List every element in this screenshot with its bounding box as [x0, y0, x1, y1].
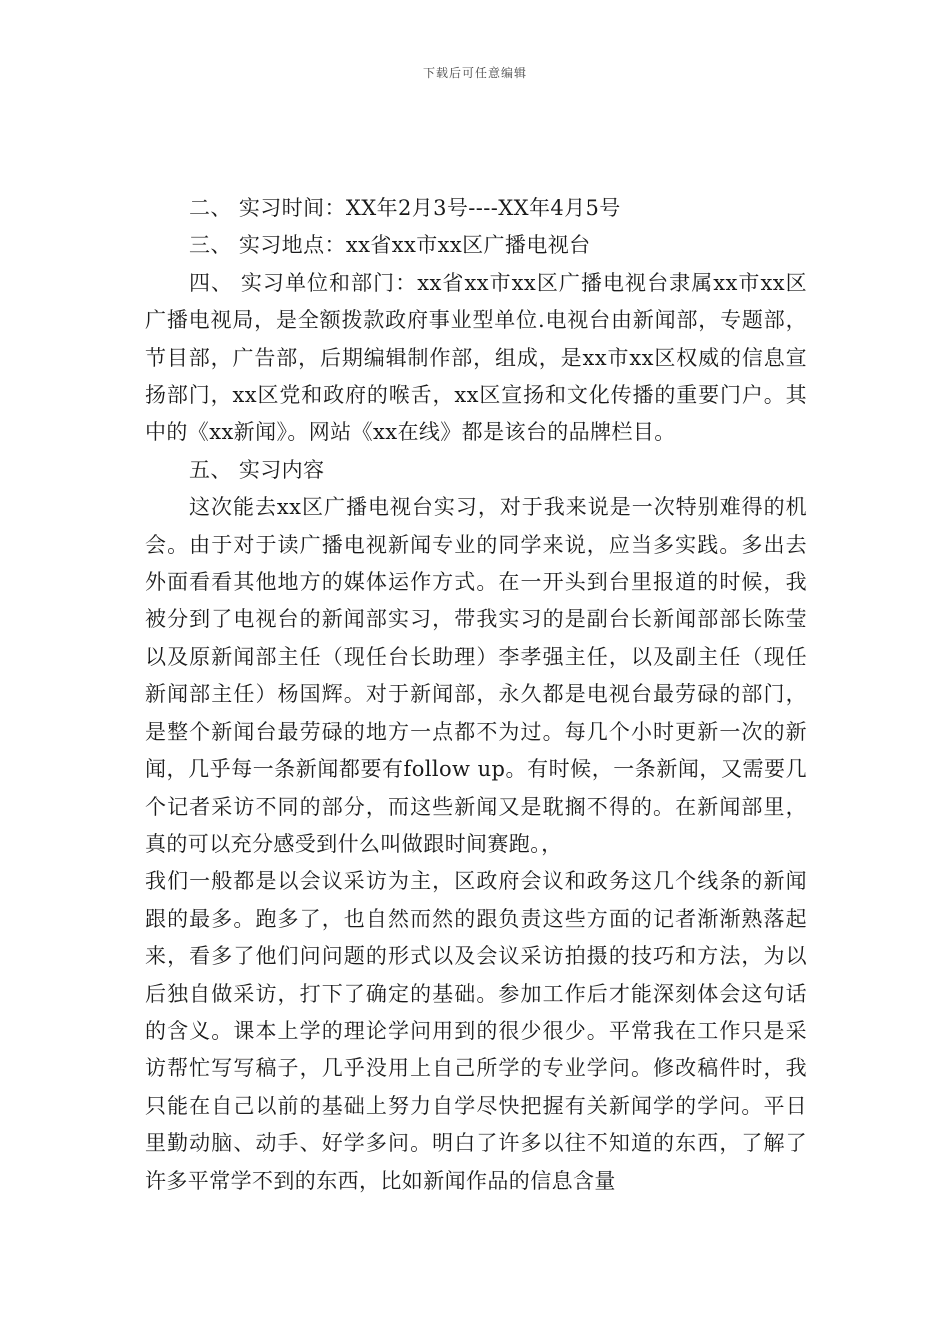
- paragraph-content-heading: 五、 实习内容: [189, 457, 325, 482]
- document-body: [145, 190, 807, 1200]
- paragraph-internship-experience: 这次能去xx区广播电视台实习，对于我来说是一次特别难得的机会。由于对于读广播电视新闻专业的同学来说，应当多实践。多出去外面看看其他地方的媒体运作方式。在一开头到台里报道的时候，我被分到了电视台的新闻部实习，带我实习的是副台长新闻部部长陈莹以及原新闻部主任（现任台长助理）李孝强主任，以及副主任（现任新闻部主任）杨国辉。对于新闻部，永久都是电视台最劳碌的部门，是整个新闻台最劳碌的地方一点都不为过。每几个小时更新一次的新闻，几乎每一条新闻都要有follow up。有时候，一条新闻，又需要几个记者采访不同的部分，而这些新闻又是耽搁不得的。在新闻部里，真的可以充分感受到什么叫做跟时间赛跑。，: [145, 495, 807, 856]
- paragraph-internship-location: 三、 实习地点：xx省xx市xx区广播电视台: [189, 233, 591, 258]
- paragraph-internship-time: 二、 实习时间：XX年2月3号----XX年4月5号: [189, 196, 621, 220]
- paragraph-interview-work: 我们一般都是以会议采访为主，区政府会议和政务这几个线条的新闻跟的最多。跑多了，也自然而然的跟负责这些方面的记者渐渐熟落起来，看多了他们问问题的形式以及会议采访拍摄的技巧和方法，为以后独自做采访，打下了确定的基础。参加工作后才能深刻体会这句话的含义。课本上学的理论学问用到的很少很少。平常我在工作只是采访帮忙写写稿子，几乎没用上自己所学的专业学问。修改稿件时，我只能在自己以前的基础上努力自学尽快把握有关新闻学的学问。平日里勤动脑、动手、好学多问。明白了许多以往不知道的东西，了解了许多平常学不到的东西，比如新闻作品的信息含量: [145, 869, 807, 1193]
- paragraph-internship-unit: 四、 实习单位和部门：xx省xx市xx区广播电视台隶属xx市xx区广播电视局，是全额拨款政府事业型单位.电视台由新闻部，专题部，节目部，广告部，后期编辑制作部，组成，是xx市xx区权威的信息宣扬部门，xx区党和政府的喉舌，xx区宣扬和文化传播的重要门户。其中的《xx新闻》。网站《xx在线》都是该台的品牌栏目。: [145, 270, 807, 445]
- page-header-note: 下载后可任意编辑: [422, 66, 527, 80]
